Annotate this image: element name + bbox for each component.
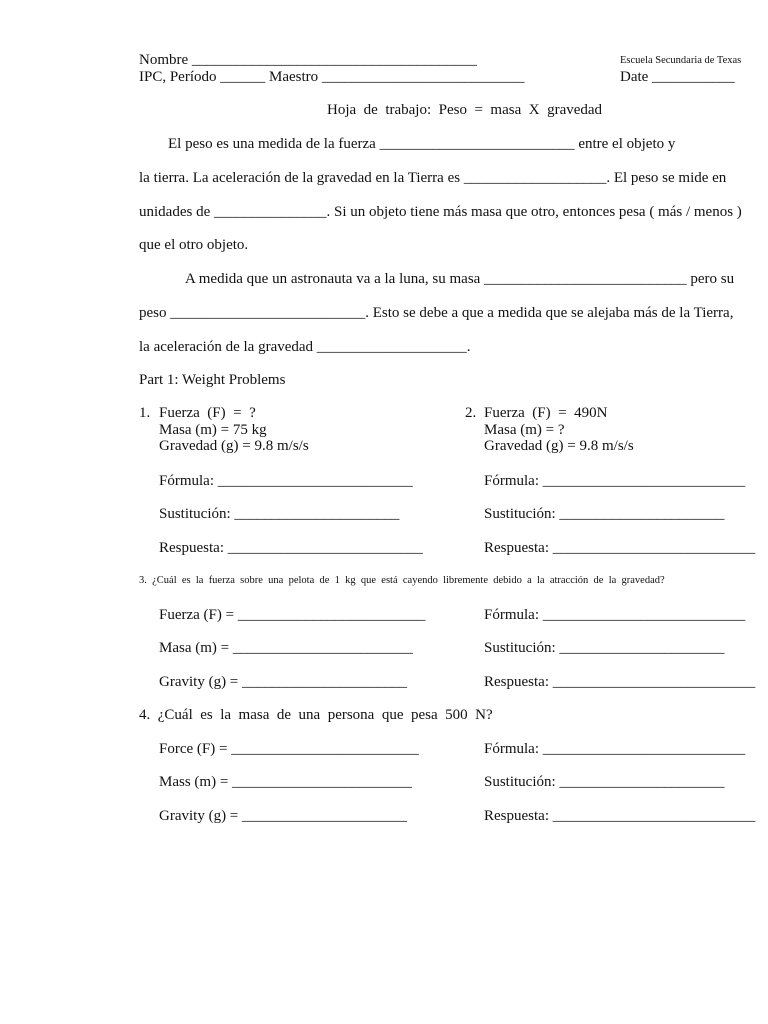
date-line: Date ___________ [620,69,735,85]
problem2-force: Fuerza (F) = 490N [484,405,608,421]
problem1-number: 1. [139,405,151,421]
problem2-substitution: Sustitución: ______________________ [484,506,725,522]
problem4-gravity: Gravity (g) = ______________________ [159,808,408,824]
problem2-gravity: Gravedad (g) = 9.8 m/s/s [484,438,634,454]
worksheet-title: Hoja de trabajo: Peso = masa X gravedad [327,102,603,118]
intro-line-7: la aceleración de la gravedad ____________________. [139,339,471,355]
school-name: Escuela Secundaria de Texas [620,55,742,66]
problem4-question: 4. ¿Cuál es la masa de una persona que pesa 500 N? [139,707,493,723]
problem2-answer: Respuesta: ___________________________ [484,540,756,556]
intro-line-5: A medida que un astronauta va a la luna, su masa ___________________________ pero su [185,271,735,287]
intro-line-4: que el otro objeto. [139,237,249,253]
problem3-gravity: Gravity (g) = ______________________ [159,674,408,690]
problem3-formula: Fórmula: ___________________________ [484,607,746,623]
intro-line-6: peso __________________________. Esto se debe a que a medida que se alejaba más de la Tierra, [139,305,734,321]
problem2-formula: Fórmula: ___________________________ [484,473,746,489]
problem1-substitution: Sustitución: ______________________ [159,506,400,522]
problem4-answer: Respuesta: ___________________________ [484,808,756,824]
problem3-substitution: Sustitución: ______________________ [484,640,725,656]
problem1-gravity: Gravedad (g) = 9.8 m/s/s [159,438,309,454]
problem1-formula: Fórmula: __________________________ [159,473,413,489]
problem4-formula: Fórmula: ___________________________ [484,741,746,757]
problem3-question: 3. ¿Cuál es la fuerza sobre una pelota de 1 kg que está cayendo libremente debido a la atracción de la gravedad? [139,575,665,586]
ipc-period-teacher-line: IPC, Período ______ Maestro ___________________________ [139,69,525,85]
intro-line-3: unidades de _______________. Si un objeto tiene más masa que otro, entonces pesa ( más / menos ) [139,204,742,220]
problem3-force: Fuerza (F) = _________________________ [159,607,426,623]
problem2-number: 2. [465,405,477,421]
part1-title: Part 1: Weight Problems [139,372,286,388]
intro-line-1: El peso es una medida de la fuerza __________________________ entre el objeto y [168,136,676,152]
problem3-mass: Masa (m) = ________________________ [159,640,413,656]
problem1-answer: Respuesta: __________________________ [159,540,423,556]
problem1-force: Fuerza (F) = ? [159,405,256,421]
problem4-substitution: Sustitución: ______________________ [484,774,725,790]
problem4-force: Force (F) = _________________________ [159,741,419,757]
nombre-line: Nombre ______________________________________ [139,52,477,68]
problem3-answer: Respuesta: ___________________________ [484,674,756,690]
problem2-mass: Masa (m) = ? [484,422,565,438]
problem1-mass: Masa (m) = 75 kg [159,422,267,438]
intro-line-2: la tierra. La aceleración de la gravedad en la Tierra es ___________________. El peso se mide en [139,170,727,186]
problem4-mass: Mass (m) = ________________________ [159,774,413,790]
